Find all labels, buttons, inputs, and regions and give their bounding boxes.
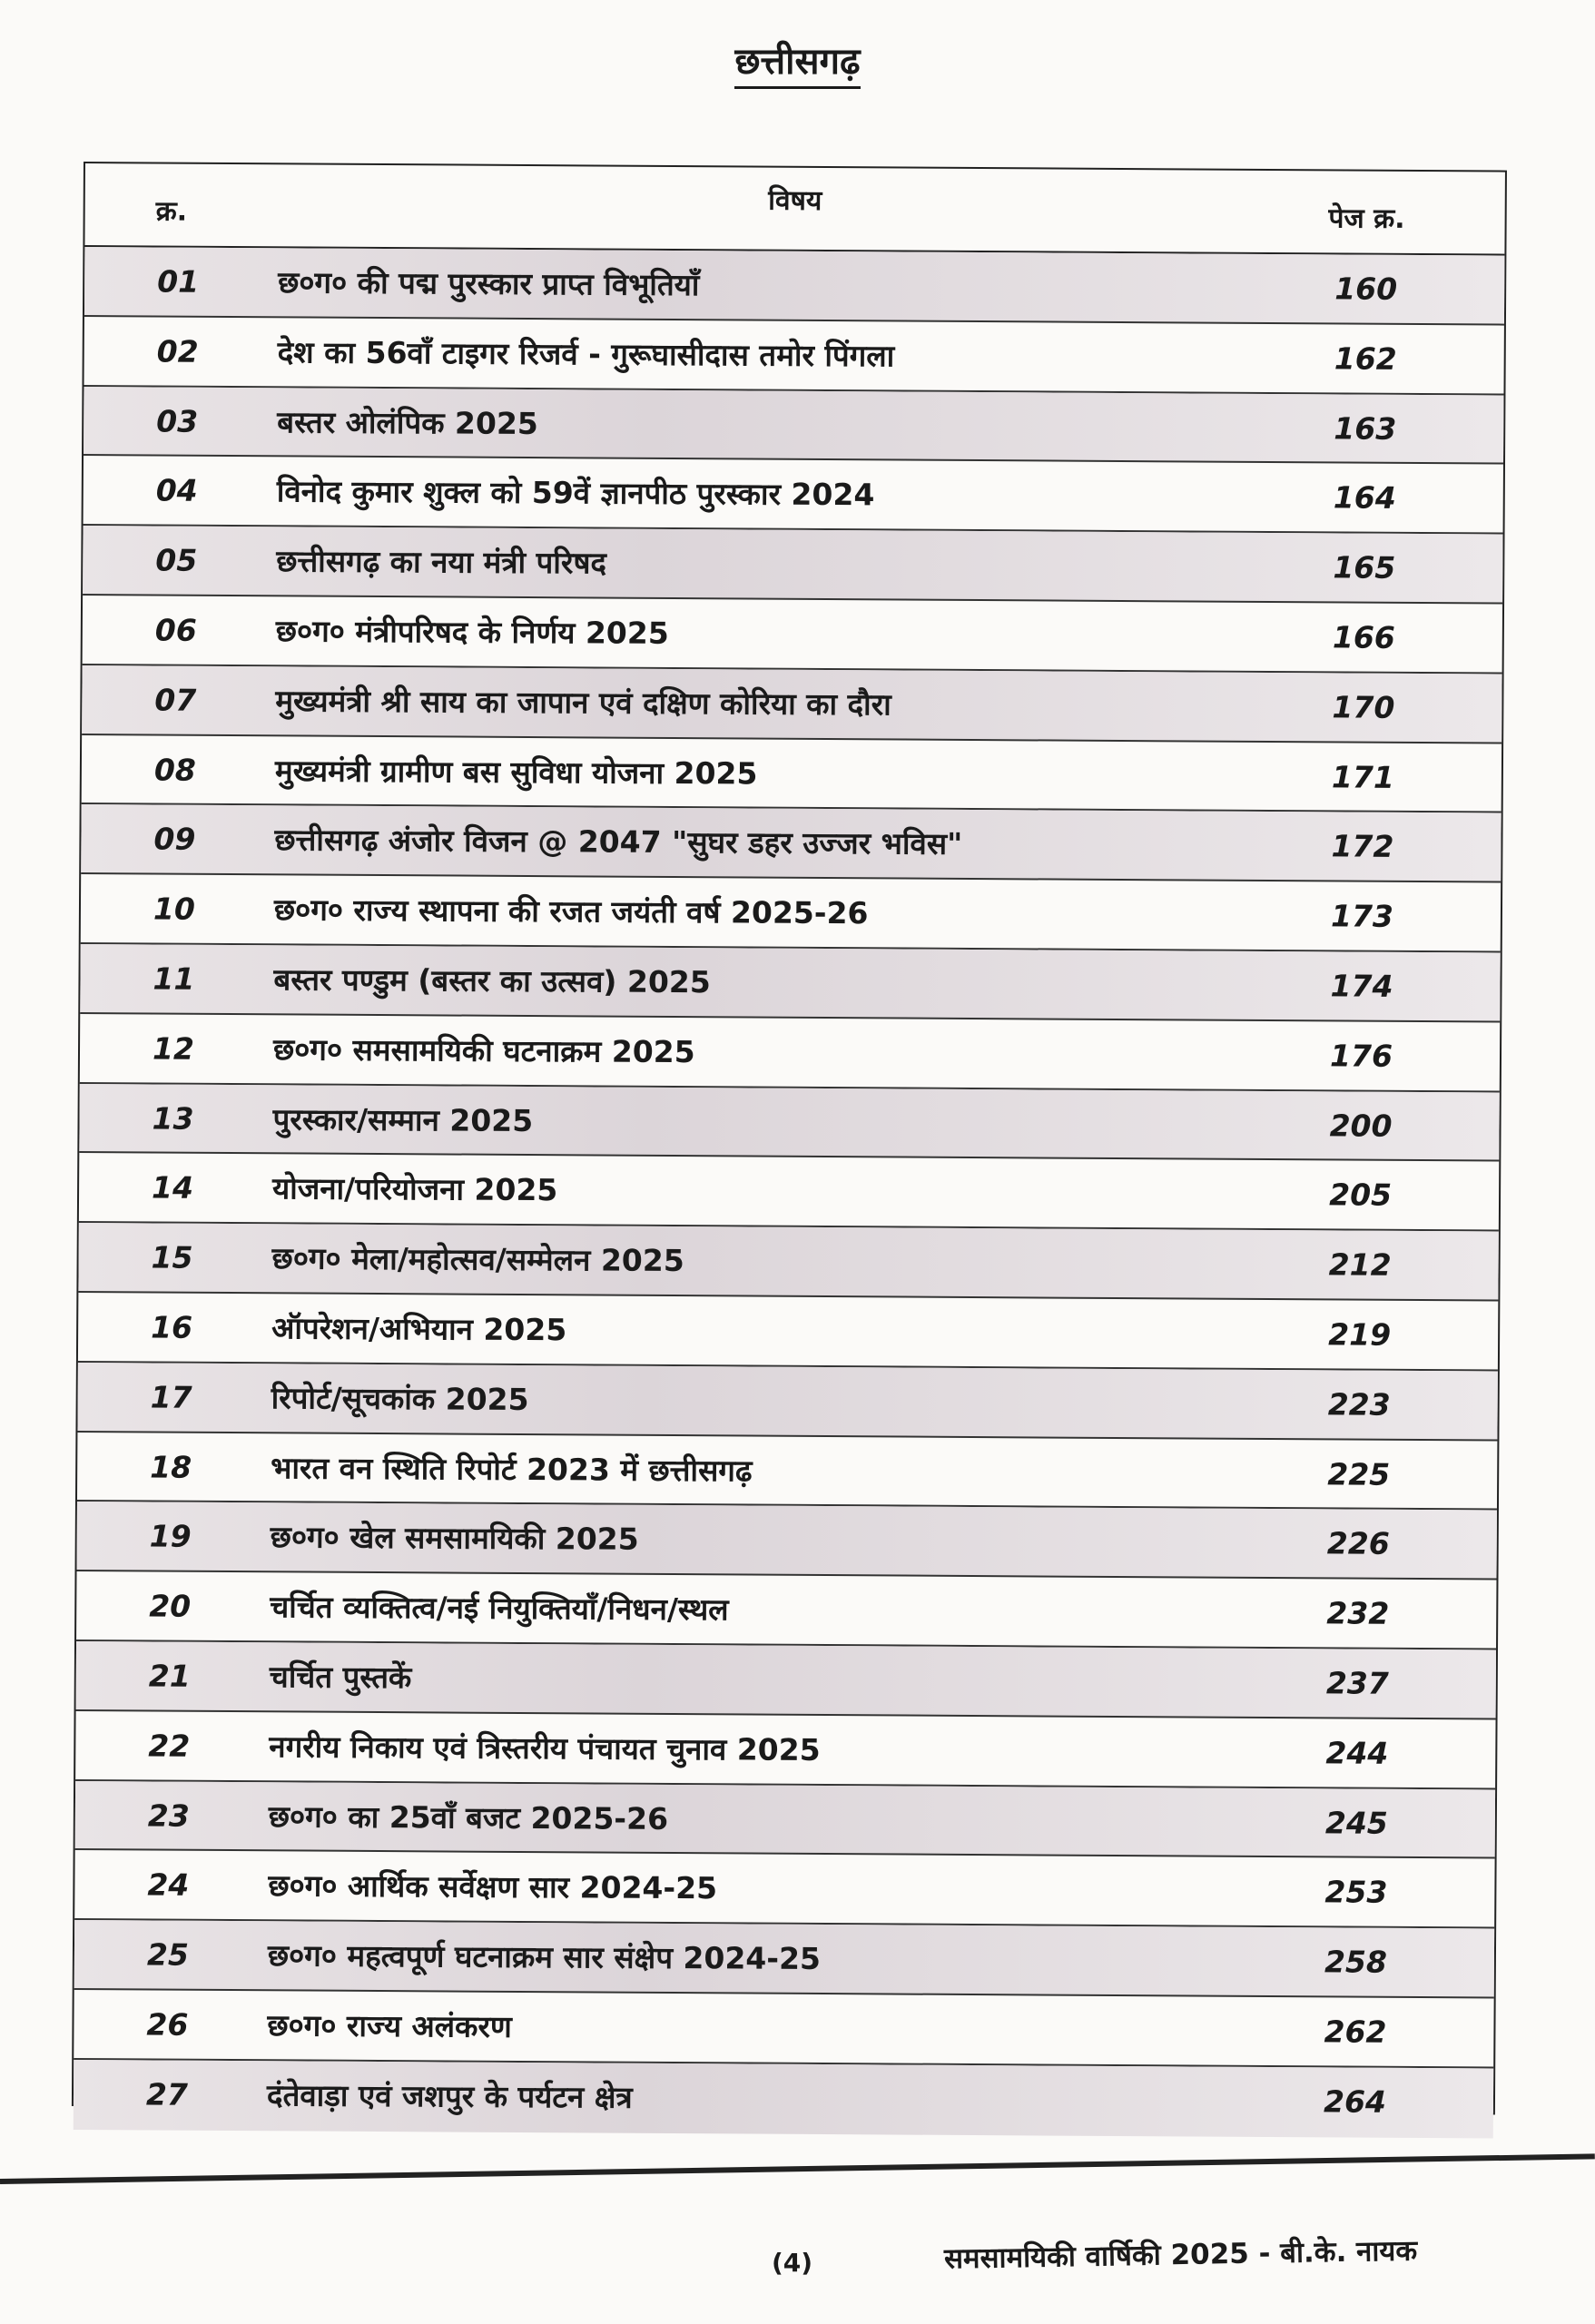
row-page: 173	[1330, 898, 1394, 935]
row-page: 165	[1333, 549, 1396, 586]
row-serial: 14	[151, 1169, 194, 1206]
row-serial: 09	[153, 821, 196, 858]
header-subject: विषय	[768, 184, 822, 217]
row-serial: 26	[146, 2006, 189, 2043]
footer-page-number: (4)	[772, 2248, 813, 2278]
row-page: 253	[1324, 1874, 1388, 1911]
row-subject: छत्तीसगढ़ का नया मंत्री परिषद	[276, 543, 607, 581]
row-page: 212	[1328, 1246, 1392, 1283]
row-page: 200	[1329, 1107, 1393, 1144]
row-subject: छ०ग० आर्थिक सर्वेक्षण सार 2024-25	[268, 1867, 718, 1906]
row-serial: 19	[149, 1518, 192, 1555]
row-serial: 21	[148, 1658, 191, 1694]
row-subject: योजना/परियोजना 2025	[271, 1170, 558, 1208]
table-row	[81, 804, 1501, 882]
row-page: 245	[1324, 1804, 1388, 1841]
row-serial: 17	[150, 1379, 192, 1415]
row-page: 244	[1325, 1735, 1389, 1771]
table-row	[79, 1153, 1499, 1231]
row-page: 171	[1331, 758, 1395, 795]
row-page: 170	[1332, 689, 1395, 725]
row-subject: देश का 56वाँ टाइगर रिजर्व - गुरूघासीदास तमोर पिंगला	[277, 334, 895, 374]
table-row	[79, 1084, 1499, 1162]
row-subject: छ०ग० समसामयिकी घटनाक्रम 2025	[272, 1031, 695, 1069]
row-subject: छ०ग० खेल समसामयिकी 2025	[270, 1519, 639, 1558]
table-row	[82, 665, 1501, 743]
table-row	[75, 1781, 1495, 1859]
row-subject: छ०ग० का 25वाँ बजट 2025-26	[268, 1797, 669, 1837]
row-page: 174	[1330, 968, 1393, 1004]
row-page: 264	[1323, 2083, 1387, 2120]
row-serial: 11	[153, 960, 195, 997]
row-page: 176	[1330, 1038, 1393, 1074]
row-serial: 15	[151, 1239, 193, 1275]
table-row	[84, 456, 1503, 534]
row-subject: चर्चित पुस्तकें	[269, 1659, 412, 1696]
row-page: 163	[1334, 410, 1397, 447]
row-page: 225	[1327, 1455, 1391, 1492]
row-page: 160	[1334, 271, 1398, 307]
row-serial: 12	[152, 1030, 195, 1067]
row-serial: 18	[150, 1449, 192, 1485]
row-subject: विनोद कुमार शुक्ल को 59वें ज्ञानपीठ पुरस्कार 2024	[276, 473, 875, 513]
row-serial: 07	[154, 682, 197, 718]
table-row	[76, 1571, 1496, 1649]
row-subject: छ०ग० मेला/महोत्सव/सम्मेलन 2025	[271, 1240, 684, 1279]
footer-rule	[0, 2153, 1595, 2184]
table-row	[84, 387, 1503, 465]
row-page: 172	[1331, 828, 1394, 865]
row-serial: 24	[147, 1866, 190, 1904]
table-row	[84, 247, 1504, 325]
table-header	[84, 163, 1505, 256]
row-page: 205	[1329, 1177, 1393, 1214]
page-title	[0, 34, 1595, 84]
table-row	[82, 735, 1501, 813]
table-row	[77, 1363, 1497, 1441]
table-row	[77, 1433, 1497, 1511]
table-row	[75, 1711, 1495, 1789]
row-page: 164	[1333, 479, 1396, 517]
row-serial: 05	[155, 542, 198, 578]
page-title-text: छत्तीसगढ़	[734, 41, 860, 89]
row-page: 223	[1327, 1386, 1391, 1423]
row-page: 166	[1332, 619, 1395, 655]
row-serial: 04	[155, 472, 198, 509]
table-row	[84, 317, 1503, 395]
row-subject: मुख्यमंत्री श्री साय का जापान एवं दक्षिण कोरिया का दौरा	[275, 683, 891, 723]
row-subject: बस्तर पण्डुम (बस्तर का उत्सव) 2025	[273, 961, 711, 1000]
row-page: 162	[1334, 340, 1397, 377]
row-subject: छ०ग० राज्य स्थापना की रजत जयंती वर्ष 2025-26	[273, 891, 869, 931]
row-subject: नगरीय निकाय एवं त्रिस्तरीय पंचायत चुनाव 2025	[269, 1728, 821, 1768]
table-row	[80, 1014, 1500, 1092]
row-subject: छ०ग० मंत्रीपरिषद के निर्णय 2025	[275, 613, 669, 651]
row-subject: बस्तर ओलंपिक 2025	[277, 403, 538, 441]
footer-book-title: समसामयिकी वार्षिकी 2025 - बी.के. नायक	[943, 2234, 1418, 2276]
table-body	[74, 247, 1505, 2138]
table-row	[77, 1502, 1497, 1580]
row-subject: छ०ग० की पद्म पुरस्कार प्राप्त विभूतियाँ	[278, 264, 700, 303]
row-subject: ऑपरेशन/अभियान 2025	[271, 1310, 567, 1348]
table-row	[74, 1850, 1494, 1928]
row-subject: रिपोर्ट/सूचकांक 2025	[271, 1380, 529, 1417]
table-row	[78, 1223, 1498, 1301]
row-subject: छ०ग० राज्य अलंकरण	[267, 2007, 512, 2044]
row-page: 232	[1326, 1595, 1390, 1631]
table-row	[81, 874, 1501, 952]
row-serial: 13	[152, 1100, 194, 1137]
row-page: 262	[1324, 2014, 1387, 2050]
row-subject: भारत वन स्थिति रिपोर्ट 2023 में छत्तीसगढ़	[271, 1449, 753, 1489]
row-serial: 03	[156, 403, 199, 439]
header-serial: क्र.	[155, 195, 188, 228]
row-page: 258	[1324, 1944, 1388, 1980]
row-serial: 25	[146, 1936, 189, 1973]
table-row	[78, 1293, 1498, 1371]
row-page: 237	[1325, 1665, 1389, 1701]
row-page: 226	[1326, 1525, 1390, 1562]
row-subject: मुख्यमंत्री ग्रामीण बस सुविधा योजना 2025	[274, 752, 758, 792]
row-serial: 20	[149, 1588, 192, 1624]
table-row	[74, 2060, 1493, 2138]
row-subject: चर्चित व्यक्तित्व/नई नियुक्तियाँ/निधन/स्थल	[270, 1589, 729, 1628]
row-serial: 22	[148, 1728, 191, 1764]
row-subject: छ०ग० महत्वपूर्ण घटनाक्रम सार संक्षेप 2024-25	[267, 1937, 822, 1977]
row-serial: 23	[147, 1797, 190, 1834]
table-of-contents	[72, 162, 1507, 2120]
table-row	[76, 1641, 1496, 1719]
table-row	[83, 526, 1502, 604]
row-serial: 02	[156, 333, 199, 369]
row-serial: 16	[151, 1309, 193, 1345]
row-subject: छत्तीसगढ़ अंजोर विजन @ 2047 "सुघर डहर उज्जर भविस"	[274, 822, 963, 862]
table-row	[83, 596, 1502, 674]
header-page: पेज क्र.	[1328, 202, 1405, 235]
row-serial: 01	[157, 263, 200, 300]
row-page: 219	[1328, 1316, 1392, 1353]
row-serial: 08	[153, 752, 196, 788]
table-row	[74, 1920, 1494, 1998]
table-row	[74, 1990, 1493, 2068]
row-subject: दंतेवाड़ा एवं जशपुर के पर्यटन क्षेत्र	[266, 2076, 633, 2115]
row-subject: पुरस्कार/सम्मान 2025	[272, 1100, 534, 1138]
table-row	[80, 944, 1500, 1022]
row-serial: 10	[153, 891, 196, 927]
row-serial: 06	[154, 612, 197, 648]
row-serial: 27	[145, 2076, 189, 2112]
